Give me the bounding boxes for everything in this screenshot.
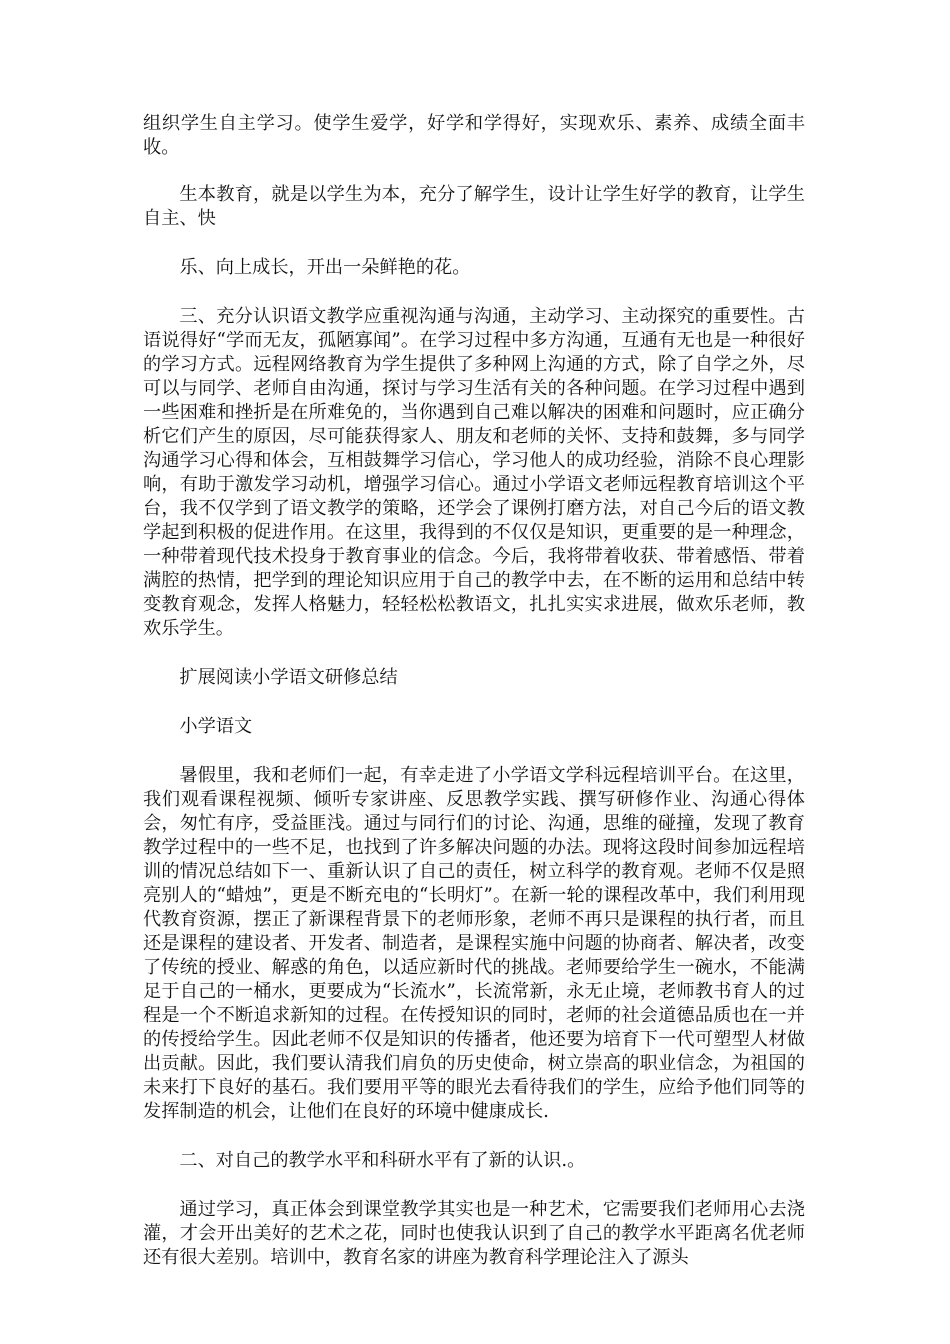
- paragraph-student-centered: 生本教育，就是以学生为本，充分了解学生，设计让学生好学的教育，让学生自主、快: [143, 184, 805, 229]
- section-two-heading: 二、对自己的教学水平和科研水平有了新的认识.。: [179, 1150, 586, 1171]
- paragraph-continuation: 组织学生自主学习。使学生爱学，好学和学得好，实现欢乐、素养、成绩全面丰收。: [143, 113, 805, 158]
- paragraph-grow-flower: 乐、向上成长，开出一朵鲜艳的花。: [179, 257, 471, 278]
- paragraph-summer-training: 暑假里，我和老师们一起，有幸走进了小学语文学科远程培训平台。在这里，我们观看课程视频、倾听专家讲座、反思教学实践、撰写研修作业、沟通心得体会，匆忙有序，受益匪浅。通过与同行们的讨论、沟通，思维的碰撞，发现了教育教学过程中的一些不足，也找到了许多解决问题的办法。现将这段时间参加远程培训的情况总结如下一、重新认识了自己的责任，树立科学的教育观。老师不仅是照亮别人的“蜡烛”，更是不断充电的“长明灯”。在新一轮的课程改革中，我们利用现代教育资源，摆正了新课程背景下的老师形象，老师不再只是课程的执行者，而且还是课程的建设者、开发者、制造者，是课程实施中问题的协商者、解决者，改变了传统的授业、解惑的角色，以适应新时代的挑战。老师要给学生一碗水，不能满足于自己的一桶水，更要成为“长流水”，长流常新，永无止境，老师教书育人的过程是一个不断追求新知的过程。在传授知识的同时，老师的社会道德品质也在一并的传授给学生。因此老师不仅是知识的传播者，他还要为培育下一代可塑型人材做出贡献。因此，我们要认清我们肩负的历史使命，树立崇高的职业信念，为祖国的未来打下良好的基石。我们要用平等的眼光去看待我们的学生，应给予他们同等的发挥制造的机会，让他们在良好的环境中健康成长.: [143, 765, 805, 1122]
- extended-reading-heading: 扩展阅读小学语文研修总结: [179, 667, 398, 688]
- paragraph-teaching-art: 通过学习，真正体会到课堂教学其实也是一种艺术，它需要我们老师用心去浇灌，才会开出美好的艺术之花，同时也使我认识到了自己的教学水平距离名优老师还有很大差别。培训中，教育名家的讲座为教育科学理论注入了源头: [143, 1199, 805, 1268]
- document-page: [143, 112, 805, 1270]
- subject-heading: 小学语文: [179, 716, 253, 737]
- paragraph-section-three: 三、充分认识语文教学应重视沟通与沟通，主动学习、主动探究的重要性。古语说得好“学而无友，孤陋寡闻”。在学习过程中多方沟通，互通有无也是一种很好的学习方式。远程网络教育为学生提供了多种网上沟通的方式，除了自学之外，尽可以与同学、老师自由沟通，探讨与学习生活有关的各种问题。在学习过程中遇到一些困难和挫折是在所难免的，当你遇到自己难以解决的困难和问题时，应正确分析它们产生的原因，尽可能获得家人、朋友和老师的关怀、支持和鼓舞，多与同学沟通学习心得和体会，互相鼓舞学习信心，学习他人的成功经验，消除不良心理影响，有助于激发学习动机，增强学习信心。通过小学语文老师远程教育培训这个平台，我不仅学到了语文教学的策略，还学会了课例打磨方法，对自己今后的语文教学起到积极的促进作用。在这里，我得到的不仅仅是知识，更重要的是一种理念，一种带着现代技术投身于教育事业的信念。今后，我将带着收获、带着感悟、带着满腔的热情，把学到的理论知识应用于自己的教学中去，在不断的运用和总结中转变教育观念，发挥人格魅力，轻轻松松教语文，扎扎实实求进展，做欢乐老师，教欢乐学生。: [143, 306, 805, 639]
